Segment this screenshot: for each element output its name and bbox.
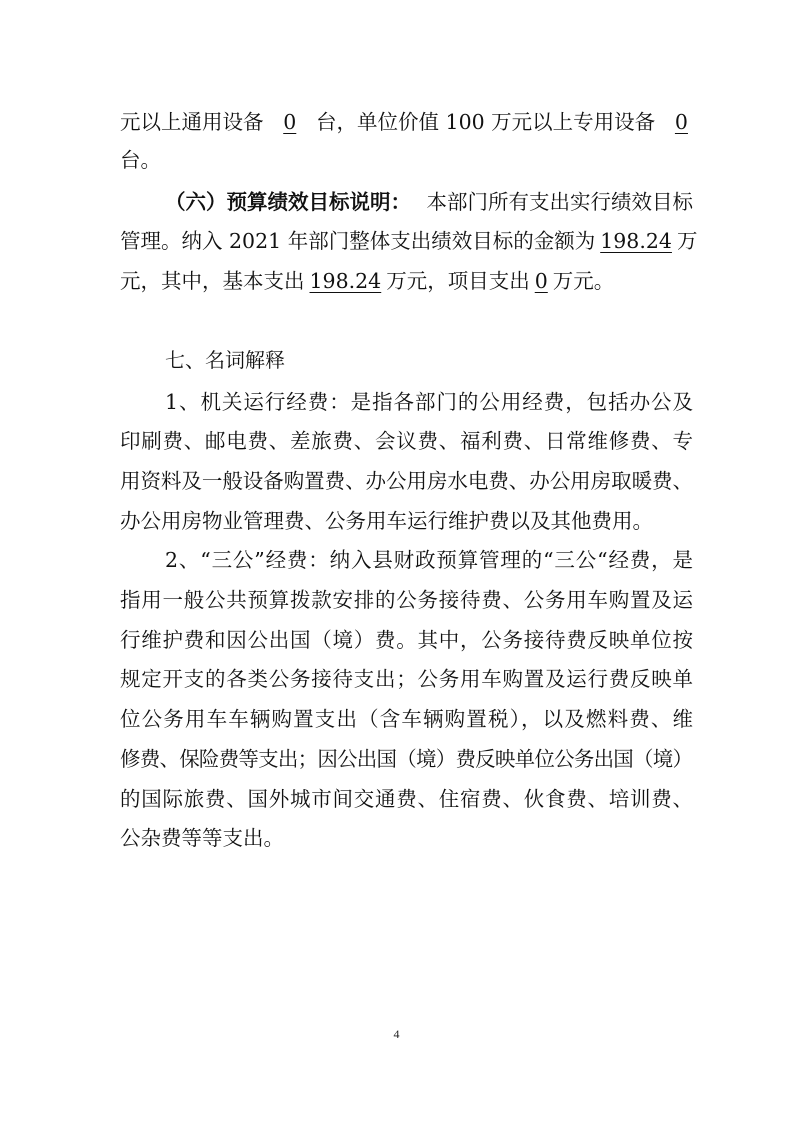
basic-amount: 198.24 [309, 269, 382, 293]
equipment-line-1 [120, 107, 693, 137]
performance-line-1 [165, 187, 693, 217]
term2-line-2 [120, 585, 693, 615]
term2-line-3 [120, 625, 693, 655]
special-equipment-count: 0 [674, 110, 688, 134]
term2-text-6: 修费、保险费等支出；因公出国（境）费反映单位公务出国（境） [120, 747, 693, 771]
term2-text-2: 指用一般公共预算拨款安排的公务接待费、公务用车购置及运 [120, 588, 694, 612]
term1-line-3 [120, 466, 693, 496]
performance-line-3 [120, 266, 614, 296]
term2-line-7 [120, 784, 693, 814]
term2-line-6 [120, 744, 693, 774]
performance-text-2: 管理。纳入 2021 年部门整体支出绩效目标的金额为 [120, 229, 596, 253]
term2-line-1 [165, 545, 693, 575]
term1-line-1 [165, 387, 693, 417]
section-title: 七、名词解释 [165, 348, 285, 372]
term2-text-4: 规定开支的各类公务接待支出；公务用车购置及运行费反映单 [120, 667, 694, 691]
performance-unit-2: 元，其中，基本支出 [120, 269, 305, 293]
performance-text-3: 万元，项目支出 [386, 269, 530, 293]
equipment-text-2: 台，单位价值 100 万元以上专用设备 [316, 110, 656, 134]
performance-line-2 [120, 226, 698, 256]
performance-text-1: 本部门所有支出实行绩效目标 [426, 190, 693, 214]
project-amount: 0 [534, 269, 548, 293]
general-equipment-count: 0 [283, 110, 297, 134]
term2-text-5: 位公务用车车辆购置支出（含车辆购置税），以及燃料费、维 [120, 707, 695, 731]
term2-text-3: 行维护费和因公出国（境）费。其中，公务接待费反映单位按 [120, 628, 694, 652]
term1-text-3: 用资料及一般设备购置费、办公用房水电费、办公用房取暖费、 [120, 469, 693, 493]
term2-text-1: 2、“三公”经费：纳入县财政预算管理的“三公“经费，是 [165, 548, 694, 572]
term2-text-7: 的国际旅费、国外城市间交通费、住宿费、伙食费、培训费、 [120, 787, 694, 811]
total-amount: 198.24 [600, 229, 672, 253]
equipment-text-1: 元以上通用设备 [120, 110, 264, 134]
term1-line-4: 办公用房物业管理费、公务用车运行维护费以及其他费用。 [120, 509, 653, 533]
term2-line-8: 公杂费等等支出。 [120, 826, 284, 850]
performance-unit-1: 万 [676, 229, 698, 253]
page-number: 4 [393, 1027, 400, 1041]
term1-text-1: 1、机关运行经费：是指各部门的公用经费，包括办公及 [165, 390, 694, 414]
equipment-line-2: 台。 [120, 148, 161, 172]
performance-label: （六）预算绩效目标说明： [165, 190, 411, 214]
term2-line-5 [120, 704, 693, 734]
term1-line-2 [120, 426, 693, 456]
term1-text-2: 印刷费、邮电费、差旅费、会议费、福利费、日常维修费、专 [120, 429, 694, 453]
performance-text-4: 万元。 [552, 269, 615, 293]
term2-line-4 [120, 664, 693, 694]
